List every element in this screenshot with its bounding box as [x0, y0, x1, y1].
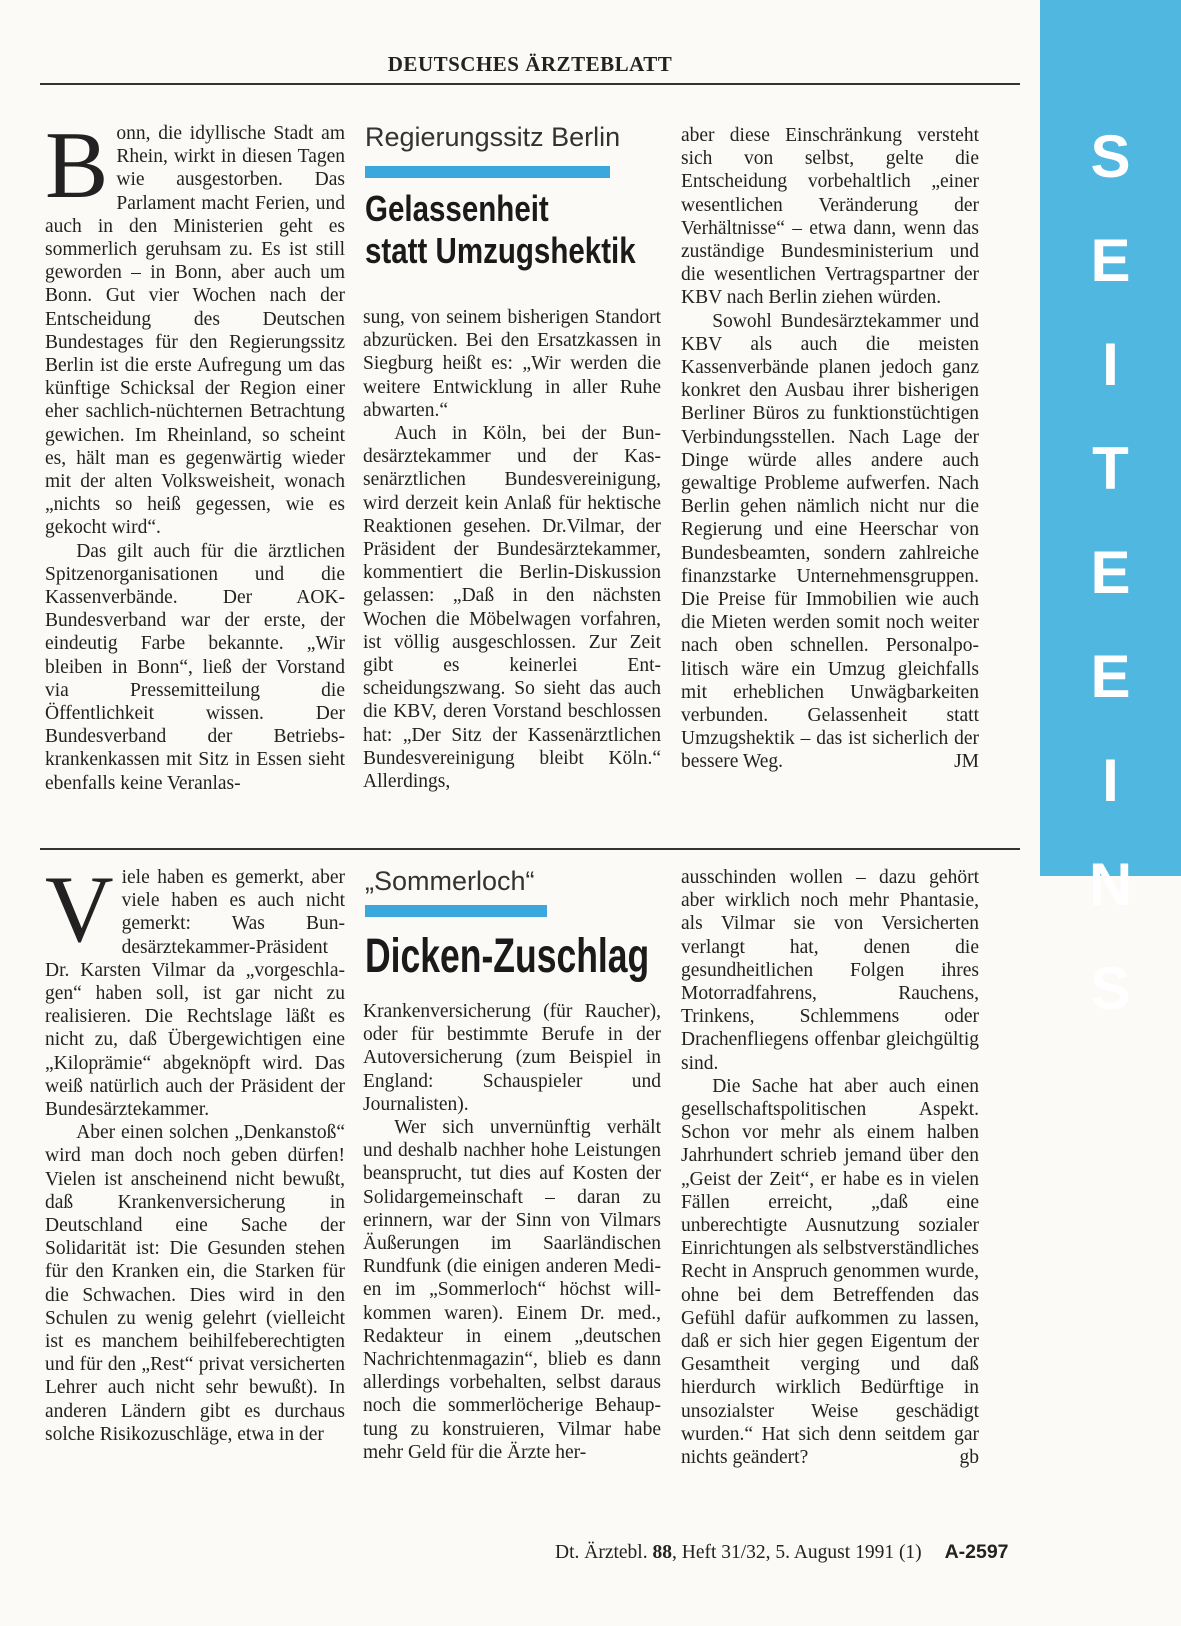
- article1-signature: JM: [954, 751, 979, 773]
- article1-paragraph: aber diese Einschränkung versteht sich von selbst, gelte die Entscheidung vorbehaltlich „einer wesentlichen Veränderung der Verhältnisse“ – etwa dann, wenn das zuständige Bundesministerium und die wesentlichen Vertragspartner der KBV nach Berlin ziehen würden.: [681, 125, 979, 309]
- article2-column3: [681, 866, 979, 1469]
- sidebar-letter: I: [1102, 747, 1119, 814]
- sidebar-letter: I: [1102, 331, 1119, 398]
- masthead: DEUTSCHES ÄRZTEBLATT: [387, 52, 673, 76]
- sidebar-letter: S: [1090, 955, 1131, 1022]
- article1-column3: [681, 124, 979, 774]
- article1-headline-line1: Gelassenheit: [365, 188, 549, 229]
- article1-kicker: Regierungssitz Berlin: [365, 122, 621, 152]
- article2-dropcap: V: [45, 856, 114, 962]
- article1-paragraph: sung, von seinem bisherigen Standort abzurücken. Bei den Ersatzkassen in Siegburg heißt es: „Wir werden die weitere Entwicklung in aller Ruhe abwarten.“: [363, 307, 661, 421]
- section-sidebar: [1040, 0, 1181, 1022]
- article2-signature: gb: [959, 1447, 979, 1469]
- article2-paragraph: Aber einen solchen „Denkanstoß“ wird man doch noch geben dürfen! Vielen ist anscheinend nicht bewußt, daß Krankenversicherung in Deutschland eine Sache der Solidarität ist: Die Gesunden stehen für den Kranken ein, die Starken für die Schwachen. Dies wird in den Schulen zu wenig gelehrt (vielleicht ist es manchem beihilfeberechtigten und für den „Rest“ privat versicherten Lehrer auch nicht sehr bewußt). In anderen Ländern gibt es durchaus solche Risikozuschläge, etwa in der: [45, 1122, 345, 1445]
- sidebar-letter: T: [1092, 435, 1129, 502]
- footer-page-number: A-2597: [944, 1541, 1009, 1563]
- footer-volume: 88: [652, 1542, 672, 1563]
- article2-paragraph-text: Die Sache hat aber auch einen gesellschaftspolitischen Aspekt. Schon vor mehr als einem halben Jahrhundert schrieb jemand über den „Geist der Zeit“, er habe es in vielen Fällen erreicht, „daß eine unberechtigte Ausnutzung sozialer Einrichtungen als selbstverständliches Recht in Anspruch genommen wurde, ohne bei dem Betreffenden das Gefühl dafür aufkommen zu lassen, daß er sich hier gegen Eigentum der Gesamtheit verging und daß hierdurch wirklich Bedürftige in unsozialster Weise geschädigt wurden.“ Hat sich denn seitdem gar nichts geändert?: [681, 1075, 979, 1469]
- sidebar-letter: E: [1090, 227, 1131, 294]
- sidebar-letters: [1040, 105, 1181, 1041]
- article1-column2: [363, 306, 661, 793]
- article2-column2: [363, 1000, 661, 1464]
- article2-paragraph: Krankenversicherung (für Raucher), oder für bestimmte Berufe in der Autoversicherung (zum Beispiel in England: Schauspieler und Journalisten).: [363, 1001, 661, 1115]
- sidebar-letter: S: [1090, 123, 1131, 190]
- article2-paragraph: ausschinden wollen – dazu gehört aber wirklich noch mehr Phantasie, als Vilmar sie von Versicherten verlangt hat, denen die gesundheitlichen Folgen ihres Motorradfahrens, Rauchens, Trinkens, Schlemmens oder Drachenfliegens offenbar gleichgültig sind.: [681, 867, 979, 1074]
- article2-paragraph: iele haben es gemerkt, aber viele haben es auch nicht gemerkt: Was Bundesärztekammer-Präsident Dr. Karsten Vilmar da „vorgeschlagen“ haben soll, ist gar nicht zu realisieren. Die Rechtslage läßt es nicht zu, daß Übergewichtigen eine „Kiloprämie“ abgeknöpft wird. Das weiß natürlich auch der Präsident der Bundesärztekammer.: [45, 867, 345, 1121]
- article1-paragraph: Auch in Köln, bei der Bundesärztekammer und der Kassenärztlichen Bundesvereinigung, wird derzeit kein Anlaß für hektische Reaktionen gesehen. Dr.Vilmar, der Präsident der Bundesärztekammer, kommentiert die Berlin-Diskussion gelassen: „Daß in den nächsten Wochen die Möbelwagen vorfahren, ist völlig ausgeschlossen. Zur Zeit gibt es keinerlei Entscheidungszwang. So sieht das auch die KBV, deren Vorstand beschlossen hat: „Der Sitz der Kassenärztlichen Bundesvereinigung bleibt Köln.“ Allerdings,: [363, 423, 661, 793]
- article1-accent-bar: [365, 166, 610, 178]
- article1-paragraph: Das gilt auch für die ärztlichen Spitzenorganisationen und die Kassenverbände. Der AOK-Bundesverband war der erste, der eindeutig Farbe bekannte. „Wir bleiben in Bonn“, ließ der Vorstand via Pressemitteilung die Öffentlichkeit wissen. Der Bundesverband der Betriebskrankenkassen mit Sitz in Essen sieht ebenfalls keine Veranlas-: [45, 540, 345, 794]
- sidebar-letter: E: [1090, 643, 1131, 710]
- footer-issue: , Heft 31/32, 5. August 1991 (1): [671, 1542, 922, 1563]
- article-divider: [40, 848, 1020, 850]
- article1-paragraph: [681, 310, 979, 774]
- article1-headline-line2: statt Umzugshektik: [365, 230, 636, 271]
- article2-paragraph: [681, 1075, 979, 1469]
- article2-kicker: „Sommerloch“: [365, 866, 535, 896]
- masthead-rule: [40, 83, 1020, 85]
- article2-accent-bar: [365, 905, 547, 917]
- article1-column1: [45, 112, 345, 795]
- footer-journal: Dt. Ärztebl.: [555, 1542, 648, 1563]
- article1-paragraph-text: Sowohl Bundesärztekammer und KBV als auch die meisten Kassenverbände planen jedoch ganz konkret den Ausbau ihrer bisherigen Berliner Büros zu funktionstüchtigen Verbindungsstellen. Nach Lage der Dinge würde alles andere auch gewaltige Probleme aufwerfen. Nach Berlin gehen nämlich nicht nur die Regierung und eine Heerschar von Bundesbeamten, sondern zahlreiche finanzstarke Unternehmensgruppen. Die Preise für Immobilien wie auch die Mieten werden somit noch weiter nach oben schnellen. Personalpolitisch wäre ein Umzug gleichfalls mit erheblichen Unwägbarkeiten verbunden. Gelassenheit statt Umzugshektik – das ist sicherlich der bessere Weg.: [681, 310, 979, 773]
- article1-paragraph: onn, die idyllische Stadt am Rhein, wirkt in diesen Tagen wie ausgestorben. Das Parlament macht Ferien, und auch in den Ministerien geht es sommerlich geruhsam zu. Es ist still geworden – in Bonn, aber auch um Bonn. Gut vier Wochen nach der Entscheidung des Deutschen Bundestages für den Regierungssitz Berlin ist die erste Aufregung um das künftige Schicksal der Region einer eher sachlich-nüchternen Betrachtung gewichen. Im Rheinland, so scheint es, hält man es gegenwärtig wieder mit der alten Volksweisheit, wonach „nichts so heiß gegessen, wie es gekocht wird“.: [45, 123, 345, 539]
- article2-headline: Dicken-Zuschlag: [365, 930, 650, 983]
- article2-column1: [45, 856, 345, 1446]
- page-footer: [555, 1541, 1009, 1564]
- sidebar-letter: E: [1090, 539, 1131, 606]
- article2-paragraph: Wer sich unvernünftig verhält und deshalb nachher hohe Leistungen beansprucht, tut dies auf Kosten der Solidargemeinschaft – daran zu erinnern, war der Sinn von Vilmars Äußerungen im Saarländischen Rundfunk (die einigen anderen Medien im „Sommerloch“ höchst willkommen waren). Einem Dr. med., Redakteur in einem „deutschen Nachrichtenmagazin“, blieb es dann allerdings vorbehalten, selbst daraus noch die sommerlöcherige Behauptung zu konstruieren, Vilmar habe mehr Geld für die Ärzte her-: [363, 1117, 661, 1463]
- article1-dropcap: B: [45, 112, 109, 218]
- sidebar-letter: N: [1088, 851, 1133, 918]
